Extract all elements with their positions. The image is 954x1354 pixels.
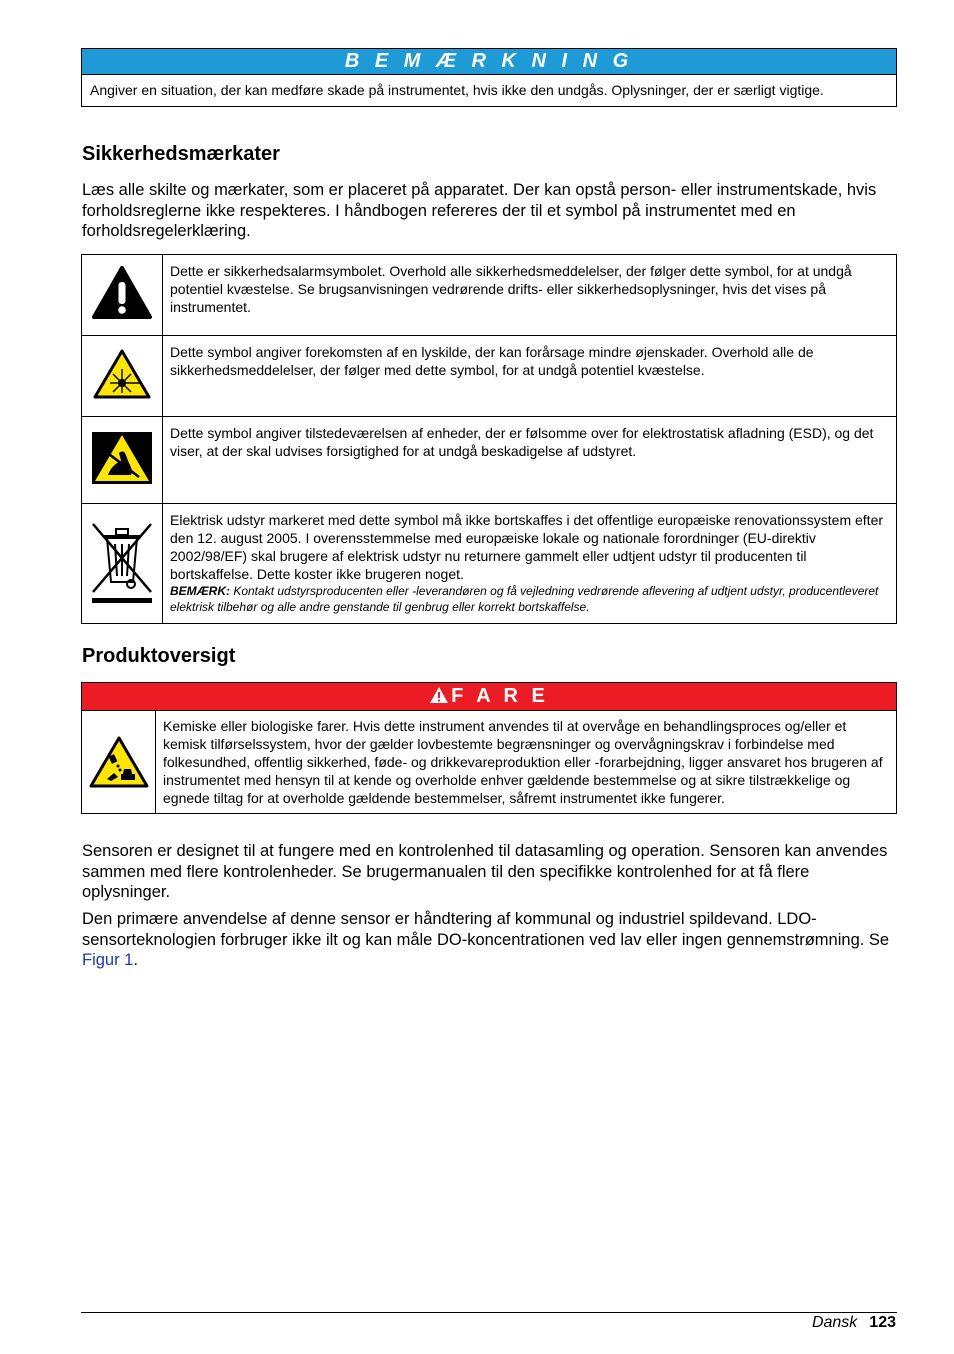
symbol-row [82, 336, 897, 417]
symbol-row [82, 417, 897, 504]
application-text: Den primære anvendelse af denne sensor er håndtering af kommunal og industriel spildevand. LDO-sensorteknologien forbruger ikke ilt og kan måle DO-koncentrationen ved lav eller ingen gennemstrømning. Se [82, 910, 890, 949]
symbol-row [82, 504, 897, 624]
footer-language: Dansk [811, 1314, 858, 1331]
danger-title: F A R E [451, 685, 549, 707]
danger-text: Kemiske eller biologiske farer. Hvis dette instrument anvendes til at overvåge en behandlingsproces og/eller et kemisk tilførselssystem, hvor der gælder lovbestemte begrænsninger og overvågningskrav i forbindelse med folkesundhed, offentlig sikkerhed, føde- og drikkevareproduktion eller -forarbejdning, ligger ansvaret hos brugeren af instrumentet med hensyn til at kende og overholde enhver gældende bestemmelse og at sikre tilstrækkelige og egnede tiltag for at overholde gældende bestemmelser, såfremt instrumentet ikke fungerer. [163, 718, 883, 806]
page-footer [812, 1313, 896, 1333]
symbol-description: Dette er sikkerhedsalarmsymbolet. Overhold alle sikkerhedsmeddelelser, der følger dette symbol, for at undgå potentiel kvæstelse. Se brugsanvisningen vedrørende drifts- eller sikkerhedsoplysninger, hvis det vises på instrumentet. [163, 255, 897, 336]
product-overview-heading: Produktoversigt [82, 645, 236, 667]
laser-warning-icon [92, 348, 152, 400]
note-text: Kontakt udstyrsproducenten eller -leverandøren og få vejledning vedrørende aflevering af udtjent udstyr, producentleveret elektrisk tilbehør og alle andre genstande til genbrug eller korrekt bortskaffelse. [170, 584, 879, 614]
note-label: BEMÆRK: [170, 584, 230, 598]
notice-box [81, 48, 897, 107]
notice-text: Angiver en situation, der kan medføre skade på instrumentet, hvis ikke den undgås. Oplysninger, der er særligt vigtige. [90, 82, 824, 98]
application-end: . [133, 951, 138, 969]
weee-note [170, 583, 889, 615]
safety-symbols-table [81, 254, 897, 624]
figure-link[interactable]: Figur 1 [82, 951, 134, 969]
safety-labels-heading: Sikkerhedsmærkater [82, 143, 280, 165]
symbol-description: Dette symbol angiver tilstedeværelsen af enheder, der er følsomme over for elektrostatisk afladning (ESD), og det viser, at der skal udvises forsigtighed for at undgå beskadigelse af udstyret. [163, 417, 897, 504]
page-number: 123 [869, 1314, 896, 1331]
esd-warning-icon [91, 431, 153, 485]
danger-header [82, 683, 896, 711]
weee-crossed-bin-icon [89, 518, 155, 604]
chemical-hazard-icon [88, 735, 150, 789]
symbol-description: Dette symbol angiver forekomsten af en lyskilde, der kan forårsage mindre øjenskader. Overhold alle de sikkerhedsmeddelelser, der følger med dette symbol, for at undgå potentiel kvæstelse. [163, 336, 897, 417]
safety-alert-icon [91, 265, 153, 321]
danger-box [81, 682, 897, 814]
weee-text: Elektrisk udstyr markeret med dette symbol må ikke bortskaffes i det offentlige europæiske renovationssystem efter den 12. august 2005. I overensstemmelse med europæiske lokale og nationale forordninger (EU-direktiv 2002/98/EF) skal brugere af elektrisk udstyr nu returnere gammelt eller udtjent udstyr til producenten til bortskaffelse. Dette koster ikke brugeren noget. [170, 512, 884, 582]
warning-triangle-icon [429, 686, 449, 704]
symbol-row [82, 255, 897, 336]
notice-title: B E M Æ R K N I N G [82, 49, 896, 75]
footer-divider [81, 1312, 897, 1313]
sensor-description: Sensoren er designet til at fungere med en kontrolenhed til datasamling og operation. Sensoren kan anvendes sammen med flere kontrolenheder. Se brugermanualen til den specifikke kontrolenhed for at få flere oplysninger. [82, 842, 888, 901]
symbol-description [163, 504, 897, 624]
safety-labels-intro: Læs alle skilte og mærkater, som er placeret på apparatet. Der kan opstå person- eller instrumentskade, hvis forholdsreglerne ikke respekteres. I håndbogen refereres der til et symbol på instrumentet med en forholdsregelerklæring. [82, 181, 877, 240]
sensor-application [82, 909, 897, 971]
